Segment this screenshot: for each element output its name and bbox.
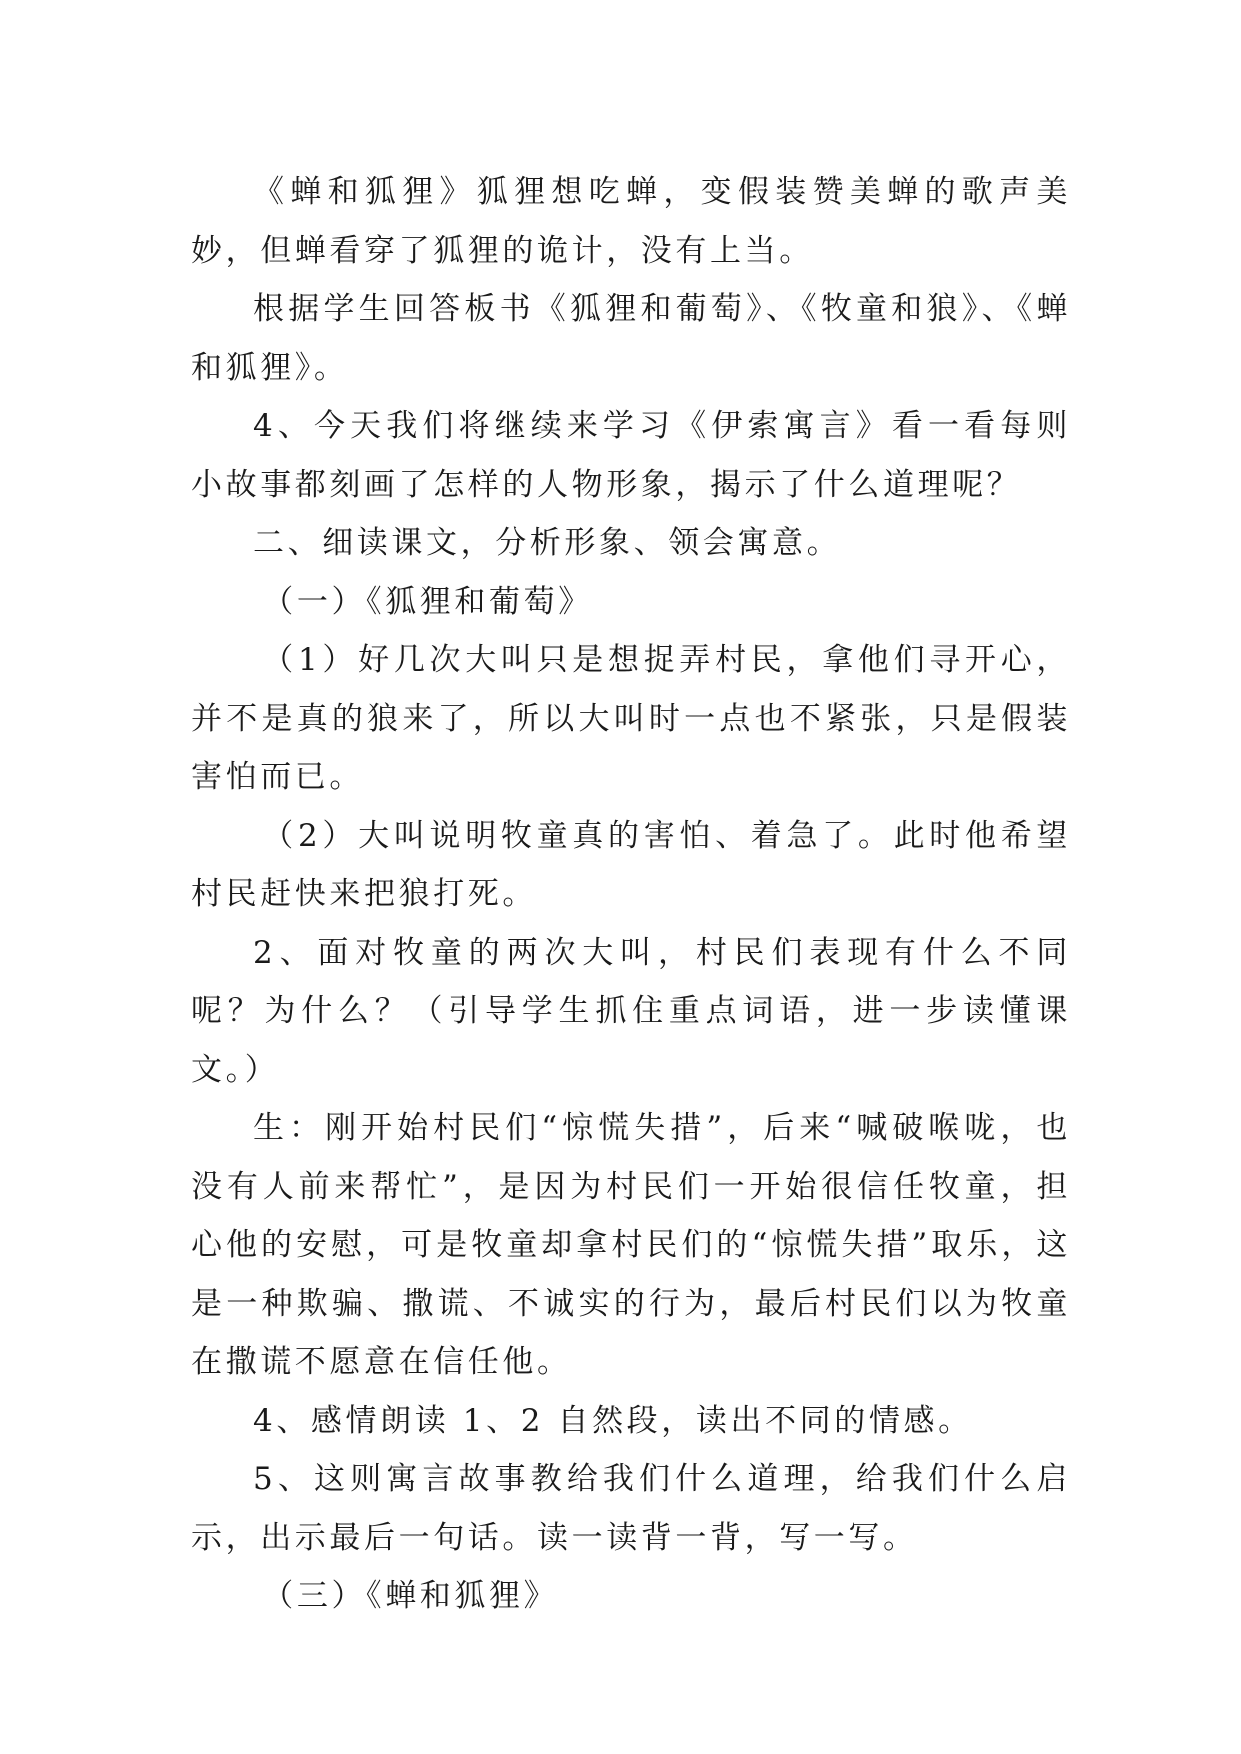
paragraph-step-4-reading: 4、感情朗读 1、2 自然段，读出不同的情感。 [253,1402,973,1439]
paragraph-cicada-fox-summary: 《蝉和狐狸》狐狸想吃蝉，变假装赞美蝉的歌声美妙，但蝉看穿了狐狸的诡计，没有上当。 [191,174,1071,269]
paragraph-point-1: （1）好几次大叫只是想捉弄村民，拿他们寻开心，并不是真的狼来了，所以大叫时一点也不紧张，只是假装害怕而已。 [191,642,1071,795]
paragraph-step-2-question: 2、面对牧童的两次大叫，村民们表现有什么不同呢？为什么？（引导学生抓住重点词语，进一步读懂课文。） [191,934,1071,1088]
paragraph-subsection-one-heading: （一）《狐狸和葡萄》 [262,583,593,620]
paragraph-blackboard-notes: 根据学生回答板书《狐狸和葡萄》、《牧童和狼》、《蝉和狐狸》。 [191,291,1071,386]
paragraph-point-2: （2）大叫说明牧童真的害怕、着急了。此时他希望村民赶快来把狼打死。 [191,817,1071,912]
paragraph-section-two-heading: 二、细读课文，分析形象、领会寓意。 [253,525,842,561]
document-body [191,163,1071,1626]
paragraph-step-5-moral: 5、这则寓言故事教给我们什么道理，给我们什么启示，出示最后一句话。读一读背一背，写一写。 [191,1461,1071,1556]
paragraph-student-answer: 生：刚开始村民们“惊慌失措”，后来“喊破喉咙，也没有人前来帮忙”，是因为村民们一开始很信任牧童，担心他的安慰，可是牧童却拿村民们的“惊慌失措”取乐，这是一种欺骗、撒谎、不诚实的行为，最后村民们以为牧童在撒谎不愿意在信任他。 [191,1110,1071,1380]
paragraph-step-4-intro: 4、今天我们将继续来学习《伊索寓言》看一看每则小故事都刻画了怎样的人物形象，揭示了什么道理呢？ [191,408,1071,503]
paragraph-subsection-three-heading: （三）《蝉和狐狸》 [262,1578,559,1614]
